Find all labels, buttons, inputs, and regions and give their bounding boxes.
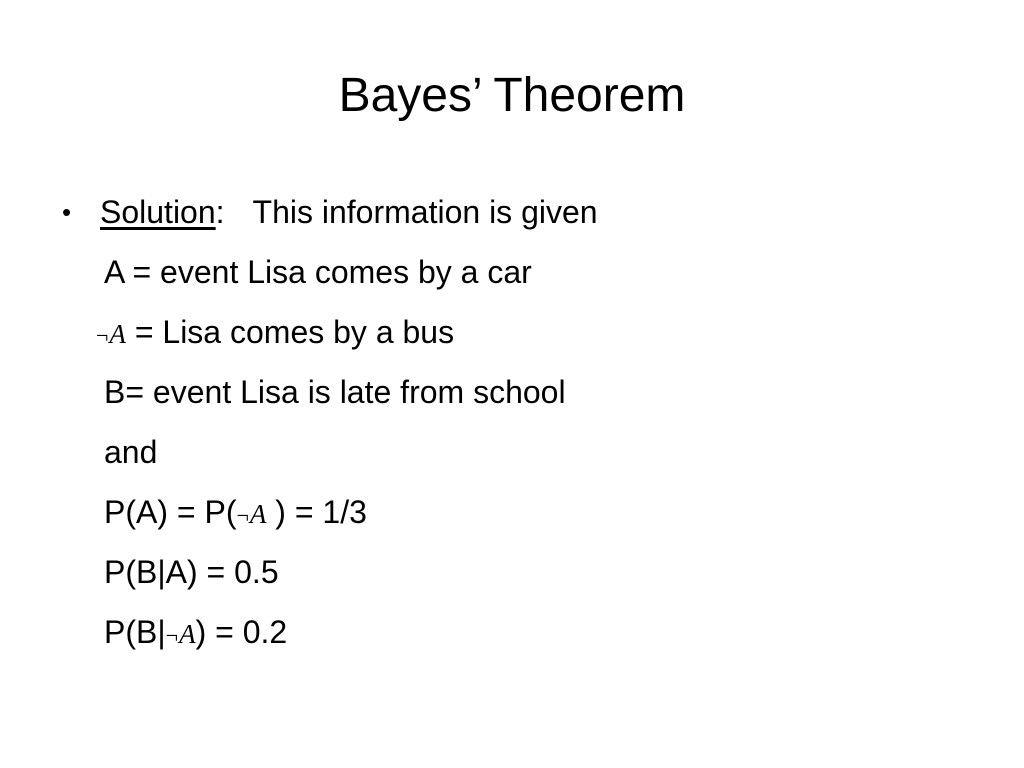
slide-title: Bayes’ Theorem bbox=[338, 69, 686, 122]
line-not-a-text: = Lisa comes by a bus bbox=[125, 314, 455, 350]
line-prob-b-given-not-a-post: ) = 0.2 bbox=[195, 614, 288, 650]
solution-label: Solution bbox=[100, 194, 216, 230]
line-prob-b-given-not-a bbox=[104, 610, 287, 658]
not-a-symbol: ¬A bbox=[96, 319, 126, 349]
line-not-a bbox=[96, 310, 454, 358]
not-a-symbol: ¬A bbox=[236, 499, 267, 529]
solution-colon: : bbox=[215, 194, 225, 230]
line-event-a: A = event Lisa comes by a car bbox=[104, 254, 532, 290]
line-prob-a-post: ) = 1/3 bbox=[266, 494, 367, 530]
line-prob-a bbox=[104, 490, 367, 538]
bullet-marker: • bbox=[62, 197, 72, 227]
line-prob-b-given-a: P(B|A) = 0.5 bbox=[104, 554, 279, 590]
solution-text: This information is given bbox=[252, 194, 598, 230]
line-event-b: B= event Lisa is late from school bbox=[104, 374, 566, 410]
bullet-solution-line bbox=[62, 190, 598, 234]
line-and: and bbox=[104, 434, 158, 470]
line-prob-b-given-not-a-pre: P(B| bbox=[104, 614, 166, 650]
line-prob-a-pre: P(A) = P( bbox=[104, 494, 237, 530]
not-a-symbol: ¬A bbox=[165, 619, 196, 649]
